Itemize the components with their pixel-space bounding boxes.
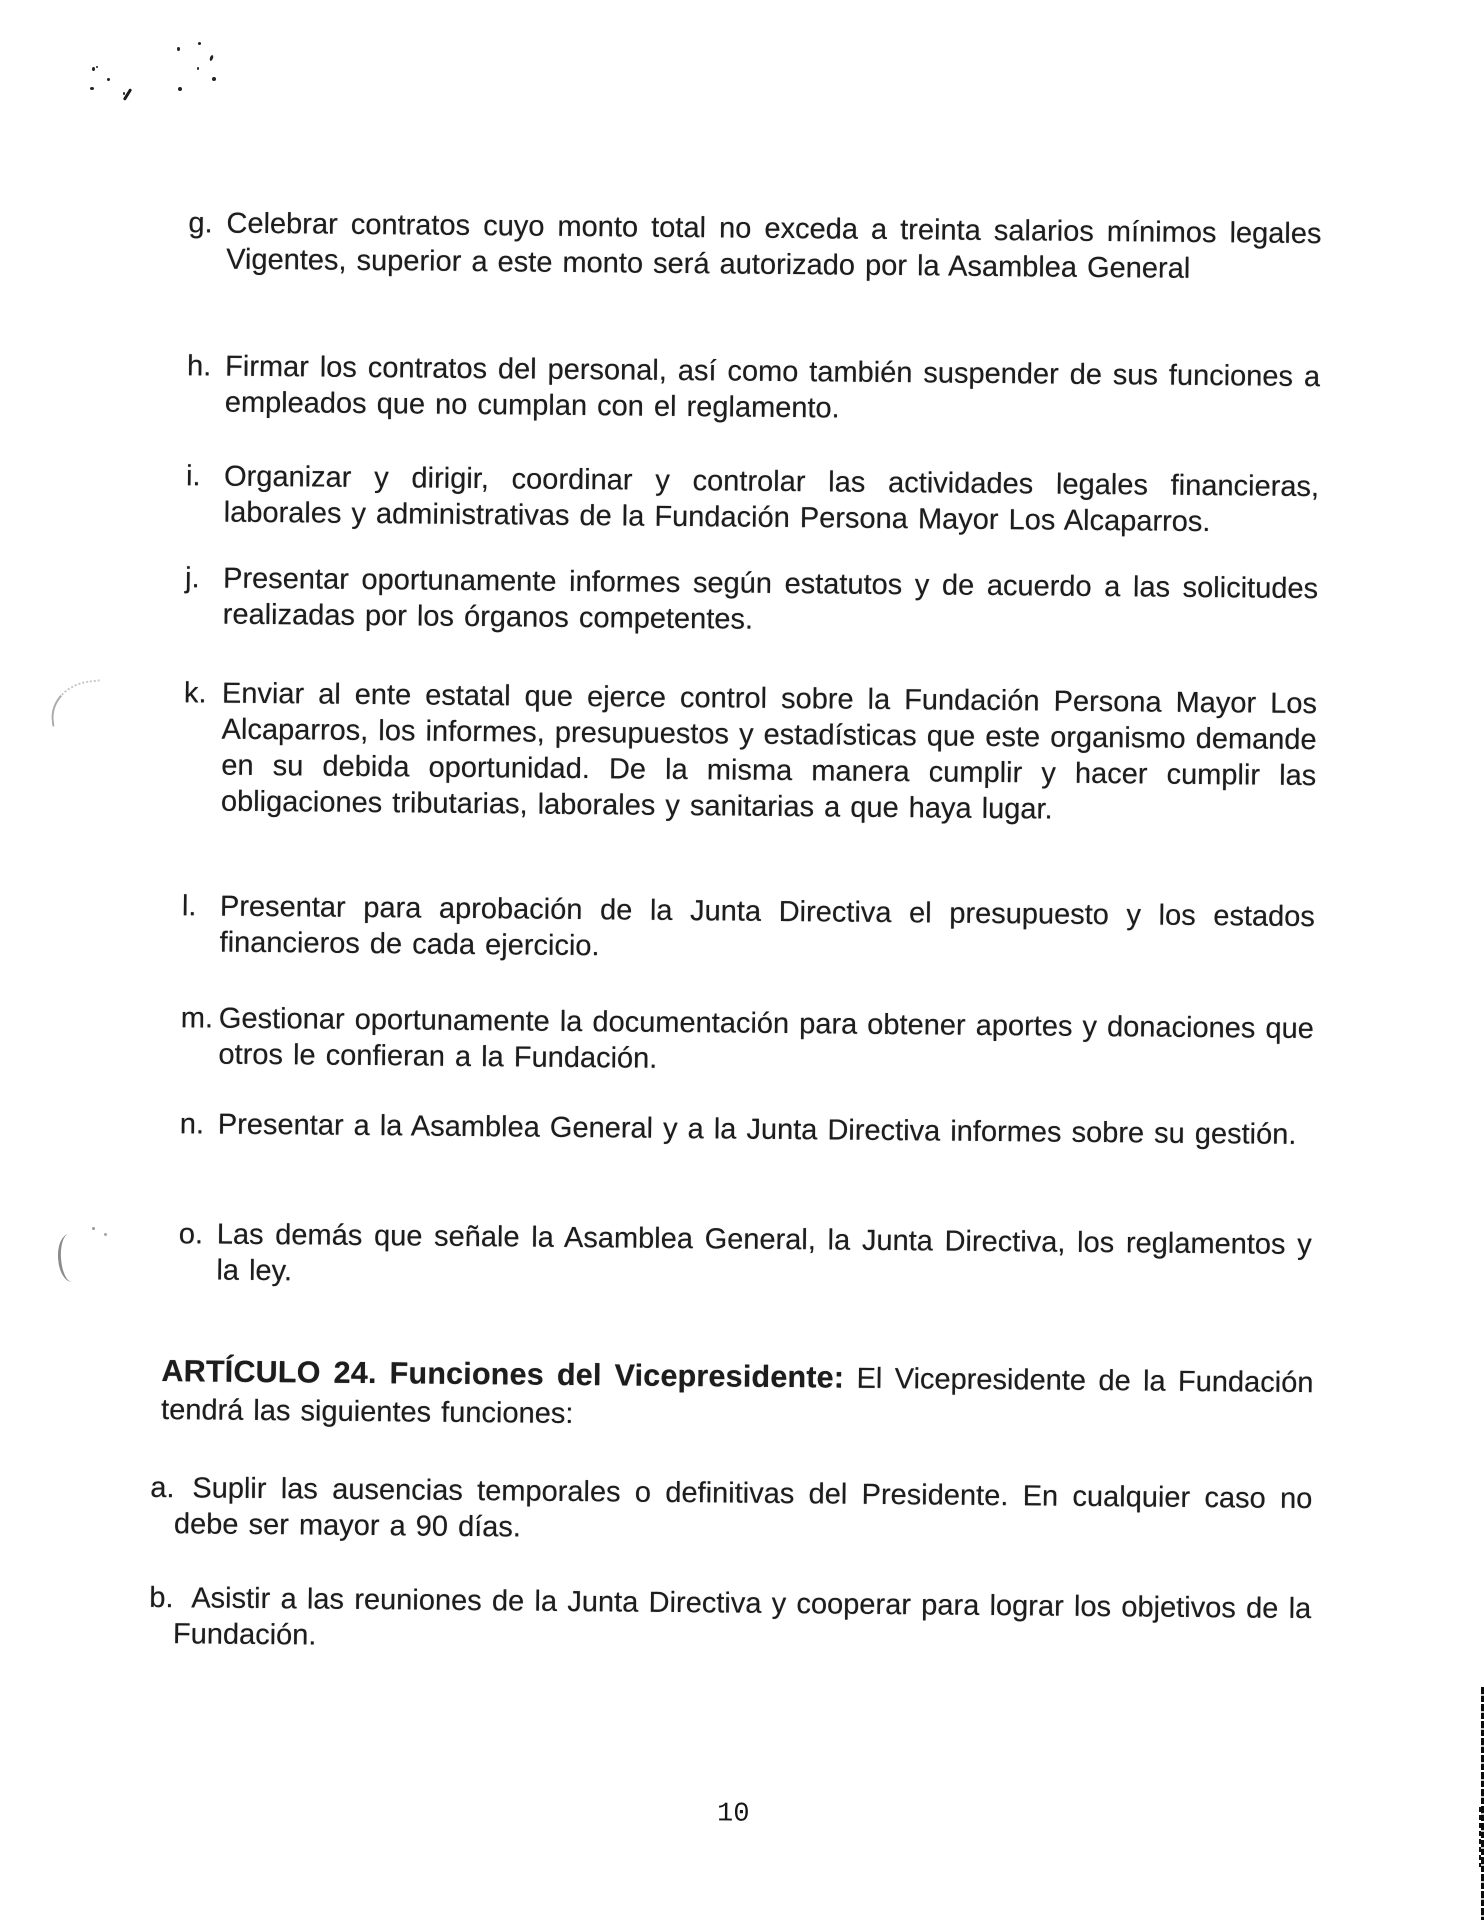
article-24-title: ARTÍCULO 24. Funciones del Vicepresidente: — [161, 1354, 845, 1395]
list-marker-k: k. — [183, 677, 207, 710]
list-item-o — [178, 1216, 1312, 1299]
list-item-b-text: Asistir a las reuniones de la Junta Directiva y cooperar para lograr los objetivos de la Fundación. — [172, 1582, 1312, 1652]
list-item-i-text: Organizar y dirigir, coordinar y controlar las actividades legales financieras, laborales y administrativas de la Fundación Persona Mayor Los Alcaparros. — [223, 460, 1320, 539]
list-marker-j: j. — [184, 562, 200, 595]
list-item-h-text: Firmar los contratos del personal, así como también suspender de sus funciones a empleados que no cumplan con el reglamento. — [224, 350, 1321, 425]
list-marker-b: b. — [149, 1581, 174, 1615]
list-item-n-text: Presentar a la Asamblea General y a la Junta Directiva informes sobre su gestión. — [217, 1108, 1297, 1151]
list-item-j-text: Presentar oportunamente informes según estatutos y de acuerdo a las solicitudes realizadas por los órganos competentes. — [222, 562, 1319, 636]
list-item-k — [183, 675, 1317, 830]
list-item-j — [185, 560, 1319, 643]
list-item-o-text: Las demás que señale la Asamblea General, la Junta Directiva, los reglamentos y la ley. — [216, 1218, 1312, 1288]
list-item-b — [149, 1580, 1312, 1663]
list-item-h — [187, 348, 1321, 431]
page-number: 10 — [716, 1799, 750, 1830]
list-marker-n: n. — [179, 1108, 205, 1141]
list-marker-l: l. — [181, 890, 197, 923]
list-marker-a: a. — [150, 1471, 175, 1505]
list-item-n — [180, 1106, 1313, 1153]
list-item-k-text: Enviar al ente estatal que ejerce control sobre la Fundación Persona Mayor Los Alcaparros, los informes, presupuestos y estadísticas que este organismo demande en su debida oportunidad. De la misma manera cumplir y hacer cumplir las obligaciones tributarias, laborales y sanitarias a que haya lugar. — [220, 677, 1318, 826]
article-24-heading — [161, 1352, 1314, 1440]
list-marker-i: i. — [185, 460, 201, 493]
list-marker-o: o. — [178, 1218, 204, 1251]
article-24-intro: El Vicepresidente de la Fundación tendrá las siguientes funciones: — [160, 1362, 1314, 1430]
list-item-m — [180, 1000, 1314, 1083]
list-item-l-text: Presentar para aprobación de la Junta Directiva el presupuesto y los estados financieros de cada ejercicio. — [219, 890, 1316, 963]
list-marker-m: m. — [180, 1002, 214, 1035]
list-item-a — [150, 1470, 1313, 1553]
list-marker-g: g. — [188, 207, 213, 240]
list-item-g — [188, 205, 1322, 288]
list-item-i — [186, 458, 1320, 541]
list-item-g-text: Celebrar contratos cuyo monto total no exceda a treinta salarios mínimos legales Vigentes, superior a este monto será autorizado por la Asamblea General — [225, 207, 1322, 285]
list-item-a-text: Suplir las ausencias temporales o definitivas del Presidente. En cualquier caso no debe ser mayor a 90 días. — [173, 1472, 1313, 1544]
list-item-m-text: Gestionar oportunamente la documentación para obtener aportes y donaciones que otros le confieran a la Fundación. — [218, 1002, 1314, 1075]
list-marker-h: h. — [186, 350, 212, 383]
list-item-l — [181, 888, 1315, 971]
